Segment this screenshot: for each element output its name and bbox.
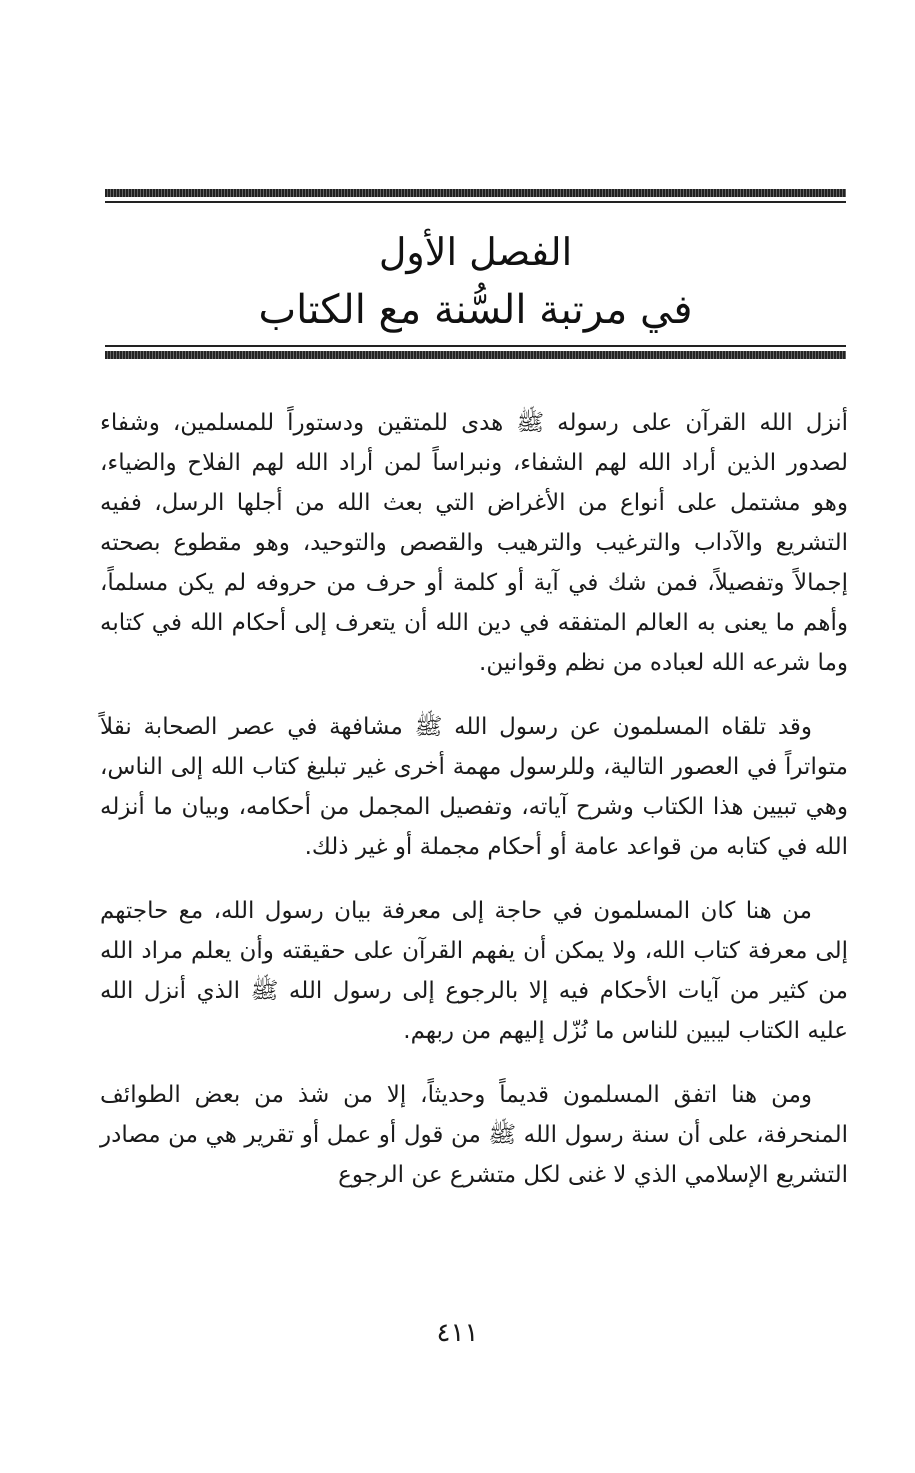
- chapter-subtitle: في مرتبة السُّنة مع الكتاب: [258, 287, 693, 333]
- top-ornamental-rule: [105, 189, 846, 203]
- chapter-title: الفصل الأول: [378, 230, 573, 274]
- paragraph: أنزل الله القرآن على رسوله ﷺ هدى للمتقين ودستوراً للمسلمين، وشفاء لصدور الذين أراد الله لهم الشفاء، ونبراساً لمن أراد الله لهم الفلاح والضياء، وهو مشتمل على أنواع من الأغراض التي بعث الله من أجلها الرسل، ففيه التشريع والآداب والترغيب والترهيب والقصص والتوحيد، وهو مقطوع بصحته إجمالاً وتفصيلاً، فمن شك في آية أو كلمة أو حرف من حروفه لم يكن مسلماً، وأهم ما يعنى به العالم المتفقه في دين الله أن يتعرف إلى أحكام الله في كتابه وما شرعه الله لعباده من نظم وقوانين.: [100, 410, 848, 676]
- body-text: [100, 403, 848, 1219]
- bottom-ornamental-rule: [105, 345, 846, 359]
- paragraph: من هنا كان المسلمون في حاجة إلى معرفة بيان رسول الله، مع حاجتهم إلى معرفة كتاب الله، ولا يمكن أن يفهم القرآن على حقيقته وأن يعلم مراد الله من كثير من آيات الأحكام فيه إلا بالرجوع إلى رسول الله ﷺ الذي أنزل الله عليه الكتاب ليبين للناس ما نُزّل إليهم من ربهم.: [100, 898, 848, 1044]
- paragraph: وقد تلقاه المسلمون عن رسول الله ﷺ مشافهة في عصر الصحابة نقلاً متواتراً في العصور التالية، وللرسول مهمة أخرى غير تبليغ كتاب الله إلى الناس، وهي تبيين هذا الكتاب وشرح آياته، وتفصيل المجمل من أحكامه، وبيان ما أنزله الله في كتابه من قواعد عامة أو أحكام مجملة أو غير ذلك.: [100, 714, 848, 860]
- page-number: ٤١١: [436, 1318, 479, 1348]
- paragraph: ومن هنا اتفق المسلمون قديماً وحديثاً، إلا من شذ من بعض الطوائف المنحرفة، على أن سنة رسول الله ﷺ من قول أو عمل أو تقرير هي من مصادر التشريع الإسلامي الذي لا غنى لكل متشرع عن الرجوع: [100, 1082, 848, 1188]
